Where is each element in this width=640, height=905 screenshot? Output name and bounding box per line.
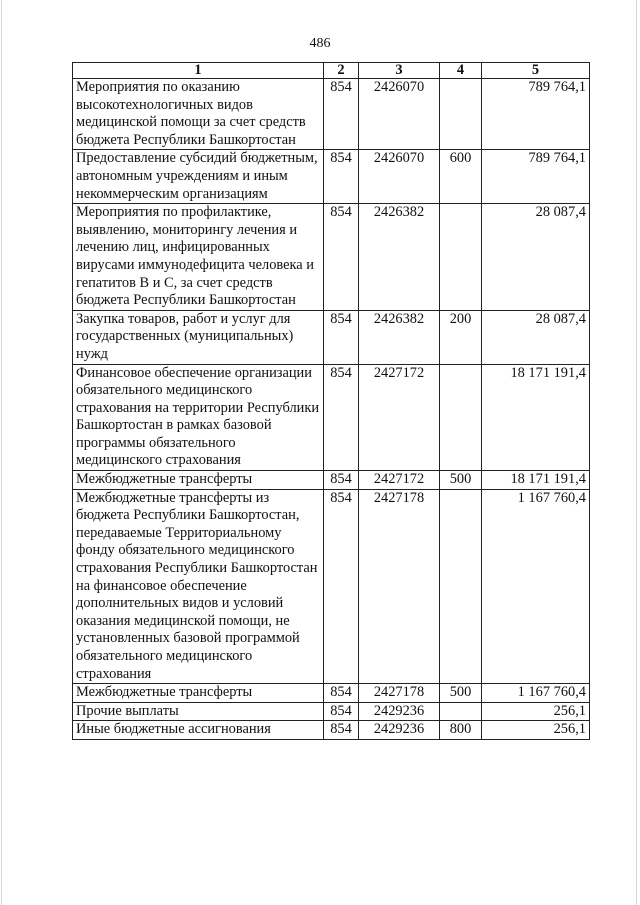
row-amount-cell: 789 764,1 [482, 79, 590, 150]
row-code-cell: 854 [324, 721, 359, 740]
row-code-cell: 854 [324, 150, 359, 204]
row-amount-cell: 28 087,4 [482, 204, 590, 311]
row-csr-cell: 2426382 [359, 204, 440, 311]
column-header-4: 4 [440, 63, 482, 79]
row-amount-cell: 1 167 760,4 [482, 684, 590, 703]
row-amount-cell: 18 171 191,4 [482, 364, 590, 471]
table-header-row [73, 63, 590, 79]
row-amount-cell: 789 764,1 [482, 150, 590, 204]
row-csr-cell: 2426382 [359, 310, 440, 364]
row-csr-cell: 2429236 [359, 702, 440, 721]
row-vr-cell: 200 [440, 310, 482, 364]
row-code-cell: 854 [324, 471, 359, 490]
row-vr-cell: 800 [440, 721, 482, 740]
row-vr-cell [440, 702, 482, 721]
row-csr-cell: 2426070 [359, 79, 440, 150]
column-header-2: 2 [324, 63, 359, 79]
row-amount-cell: 18 171 191,4 [482, 471, 590, 490]
row-vr-cell [440, 489, 482, 684]
table-row [73, 79, 590, 150]
row-vr-cell: 500 [440, 471, 482, 490]
column-header-5: 5 [482, 63, 590, 79]
row-code-cell: 854 [324, 684, 359, 703]
row-csr-cell: 2427178 [359, 684, 440, 703]
row-code-cell: 854 [324, 79, 359, 150]
row-csr-cell: 2426070 [359, 150, 440, 204]
row-amount-cell: 28 087,4 [482, 310, 590, 364]
row-vr-cell [440, 204, 482, 311]
row-amount-cell: 256,1 [482, 702, 590, 721]
table-row [73, 310, 590, 364]
page-number: 486 [309, 36, 331, 51]
row-csr-cell: 2427172 [359, 364, 440, 471]
row-amount-cell: 256,1 [482, 721, 590, 740]
row-name-cell: Закупка товаров, работ и услуг для государственных (муниципальных) нужд [73, 310, 324, 364]
row-vr-cell: 500 [440, 684, 482, 703]
column-header-1: 1 [73, 63, 324, 79]
row-code-cell: 854 [324, 702, 359, 721]
row-vr-cell: 600 [440, 150, 482, 204]
row-csr-cell: 2427172 [359, 471, 440, 490]
row-name-cell: Прочие выплаты [73, 702, 324, 721]
budget-table [72, 62, 590, 740]
table-row [73, 721, 590, 740]
table-row [73, 684, 590, 703]
row-code-cell: 854 [324, 364, 359, 471]
row-vr-cell [440, 364, 482, 471]
table-row [73, 204, 590, 311]
table-row [73, 150, 590, 204]
row-code-cell: 854 [324, 310, 359, 364]
row-code-cell: 854 [324, 204, 359, 311]
row-name-cell: Мероприятия по оказанию высокотехнологичных видов медицинской помощи за счет средств бюджета Республики Башкортостан [73, 79, 324, 150]
row-name-cell: Межбюджетные трансферты [73, 471, 324, 490]
row-name-cell: Межбюджетные трансферты из бюджета Республики Башкортостан, передаваемые Территориальному фонду обязательного медицинского страхования Республики Башкортостан на финансовое обеспечение дополнительных видов и условий оказания медицинской помощи, не установленных базовой программой обязательного медицинского страхования [73, 489, 324, 684]
row-name-cell: Межбюджетные трансферты [73, 684, 324, 703]
table-row [73, 489, 590, 684]
row-name-cell: Предоставление субсидий бюджетным, автономным учреждениям и иным некоммерческим организациям [73, 150, 324, 204]
row-csr-cell: 2429236 [359, 721, 440, 740]
row-name-cell: Мероприятия по профилактике, выявлению, мониторингу лечения и лечению лиц, инфицированных вирусами иммунодефицита человека и гепатитов В и С, за счет средств бюджета Республики Башкортостан [73, 204, 324, 311]
row-csr-cell: 2427178 [359, 489, 440, 684]
table-row [73, 471, 590, 490]
row-name-cell: Иные бюджетные ассигнования [73, 721, 324, 740]
table-row [73, 702, 590, 721]
table-row [73, 364, 590, 471]
scan-edge-right [636, 0, 637, 905]
row-amount-cell: 1 167 760,4 [482, 489, 590, 684]
column-header-3: 3 [359, 63, 440, 79]
row-code-cell: 854 [324, 489, 359, 684]
scan-edge-left [1, 0, 2, 905]
row-vr-cell [440, 79, 482, 150]
row-name-cell: Финансовое обеспечение организации обязательного медицинского страхования на территории Республики Башкортостан в рамках базовой программы обязательного медицинского страхования [73, 364, 324, 471]
